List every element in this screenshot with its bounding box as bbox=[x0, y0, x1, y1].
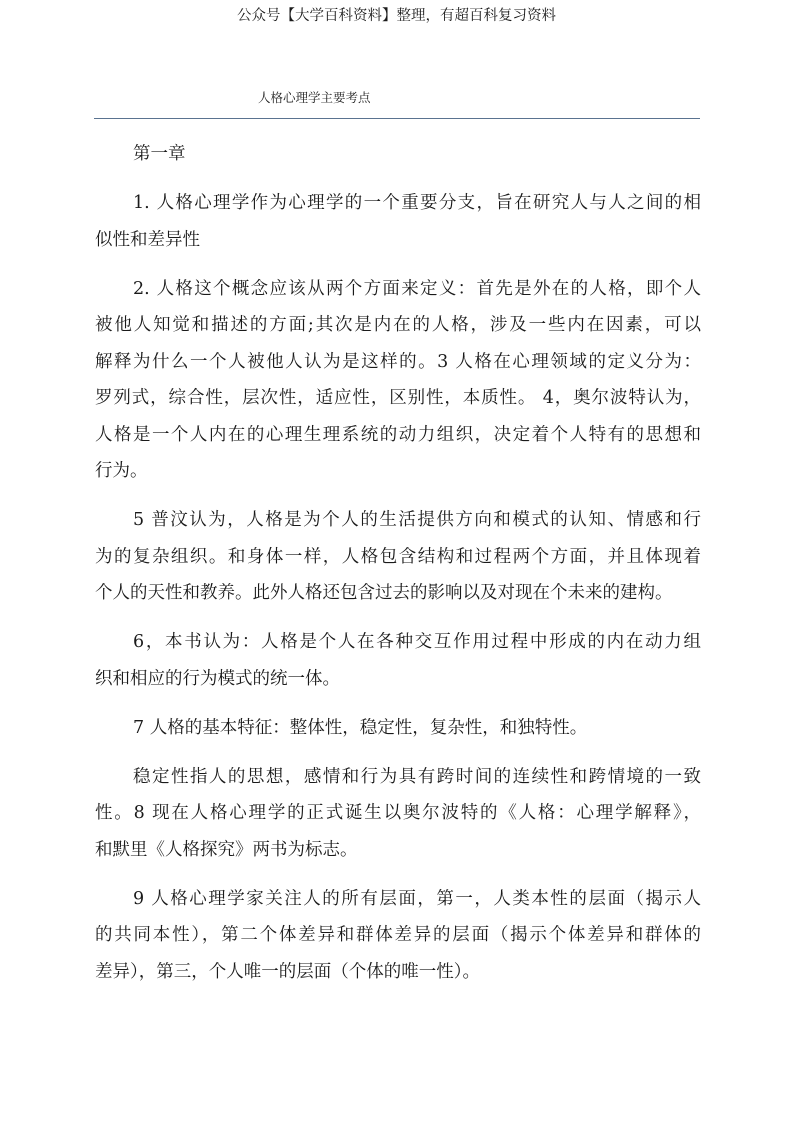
text-line: 7 人格的基本特征：整体性，稳定性，复杂性，和独特性。 bbox=[133, 717, 588, 738]
text-line: 5 普汶认为，人格是为个人的生活提供方向和模式的认知、情感和行 bbox=[133, 510, 701, 530]
paragraph bbox=[95, 710, 701, 747]
text-line: 罗列式，综合性，层次性，适应性，区别性，本质性。 4，奥尔波特认为， bbox=[95, 388, 701, 408]
text-line: 第一章 bbox=[133, 144, 186, 164]
paragraph bbox=[95, 624, 701, 697]
document-body bbox=[95, 136, 701, 1003]
paragraph bbox=[95, 881, 701, 991]
header-note: 公众号【大学百科资料】整理，有超百科复习资料 bbox=[237, 8, 556, 24]
text-line: 9 人格心理学家关注人的所有层面，第一，人类本性的层面（揭示人 bbox=[133, 888, 701, 909]
text-line: 的共同本性），第二个体差异和群体差异的层面（揭示个体差异和群体的 bbox=[95, 925, 701, 945]
text-line: 差异），第三，个人唯一的层面（个体的唯一性）。 bbox=[95, 961, 480, 982]
paragraph bbox=[95, 185, 701, 258]
text-line: 1. 人格心理学作为心理学的一个重要分支，旨在研究人与人之间的相 bbox=[133, 193, 701, 213]
paragraph bbox=[95, 502, 701, 612]
text-line: 行为。 bbox=[95, 461, 148, 481]
text-line: 稳定性指人的思想，感情和行为具有跨时间的连续性和跨情境的一致 bbox=[133, 766, 701, 787]
chapter-heading bbox=[95, 136, 701, 173]
text-line: 性。8 现在人格心理学的正式诞生以奥尔波特的《人格：心理学解释》， bbox=[95, 803, 701, 823]
paragraph bbox=[95, 759, 701, 869]
text-line: 解释为什么一个人被他人认为是这样的。3 人格在心理领域的定义分为： bbox=[95, 351, 701, 372]
text-line: 人格是一个人内在的心理生理系统的动力组织，决定着个人特有的思想和 bbox=[95, 424, 701, 445]
header-divider bbox=[94, 118, 700, 119]
text-line: 似性和差异性 bbox=[95, 229, 200, 250]
text-line: 和默里《人格探究》两书为标志。 bbox=[95, 839, 358, 860]
text-line: 为的复杂组织。和身体一样，人格包含结构和过程两个方面，并且体现着 bbox=[95, 546, 701, 567]
text-line: 2. 人格这个概念应该从两个方面来定义：首先是外在的人格，即个人 bbox=[133, 278, 701, 299]
text-line: 被他人知觉和描述的方面;其次是内在的人格，涉及一些内在因素，可以 bbox=[95, 315, 701, 335]
text-line: 6，本书认为：人格是个人在各种交互作用过程中形成的内在动力组 bbox=[133, 632, 701, 652]
paragraph bbox=[95, 271, 701, 490]
document-title: 人格心理学主要考点 bbox=[258, 90, 371, 105]
text-line: 个人的天性和教养。此外人格还包含过去的影响以及对现在个未来的建构。 bbox=[95, 583, 673, 603]
text-line: 织和相应的行为模式的统一体。 bbox=[95, 668, 340, 689]
